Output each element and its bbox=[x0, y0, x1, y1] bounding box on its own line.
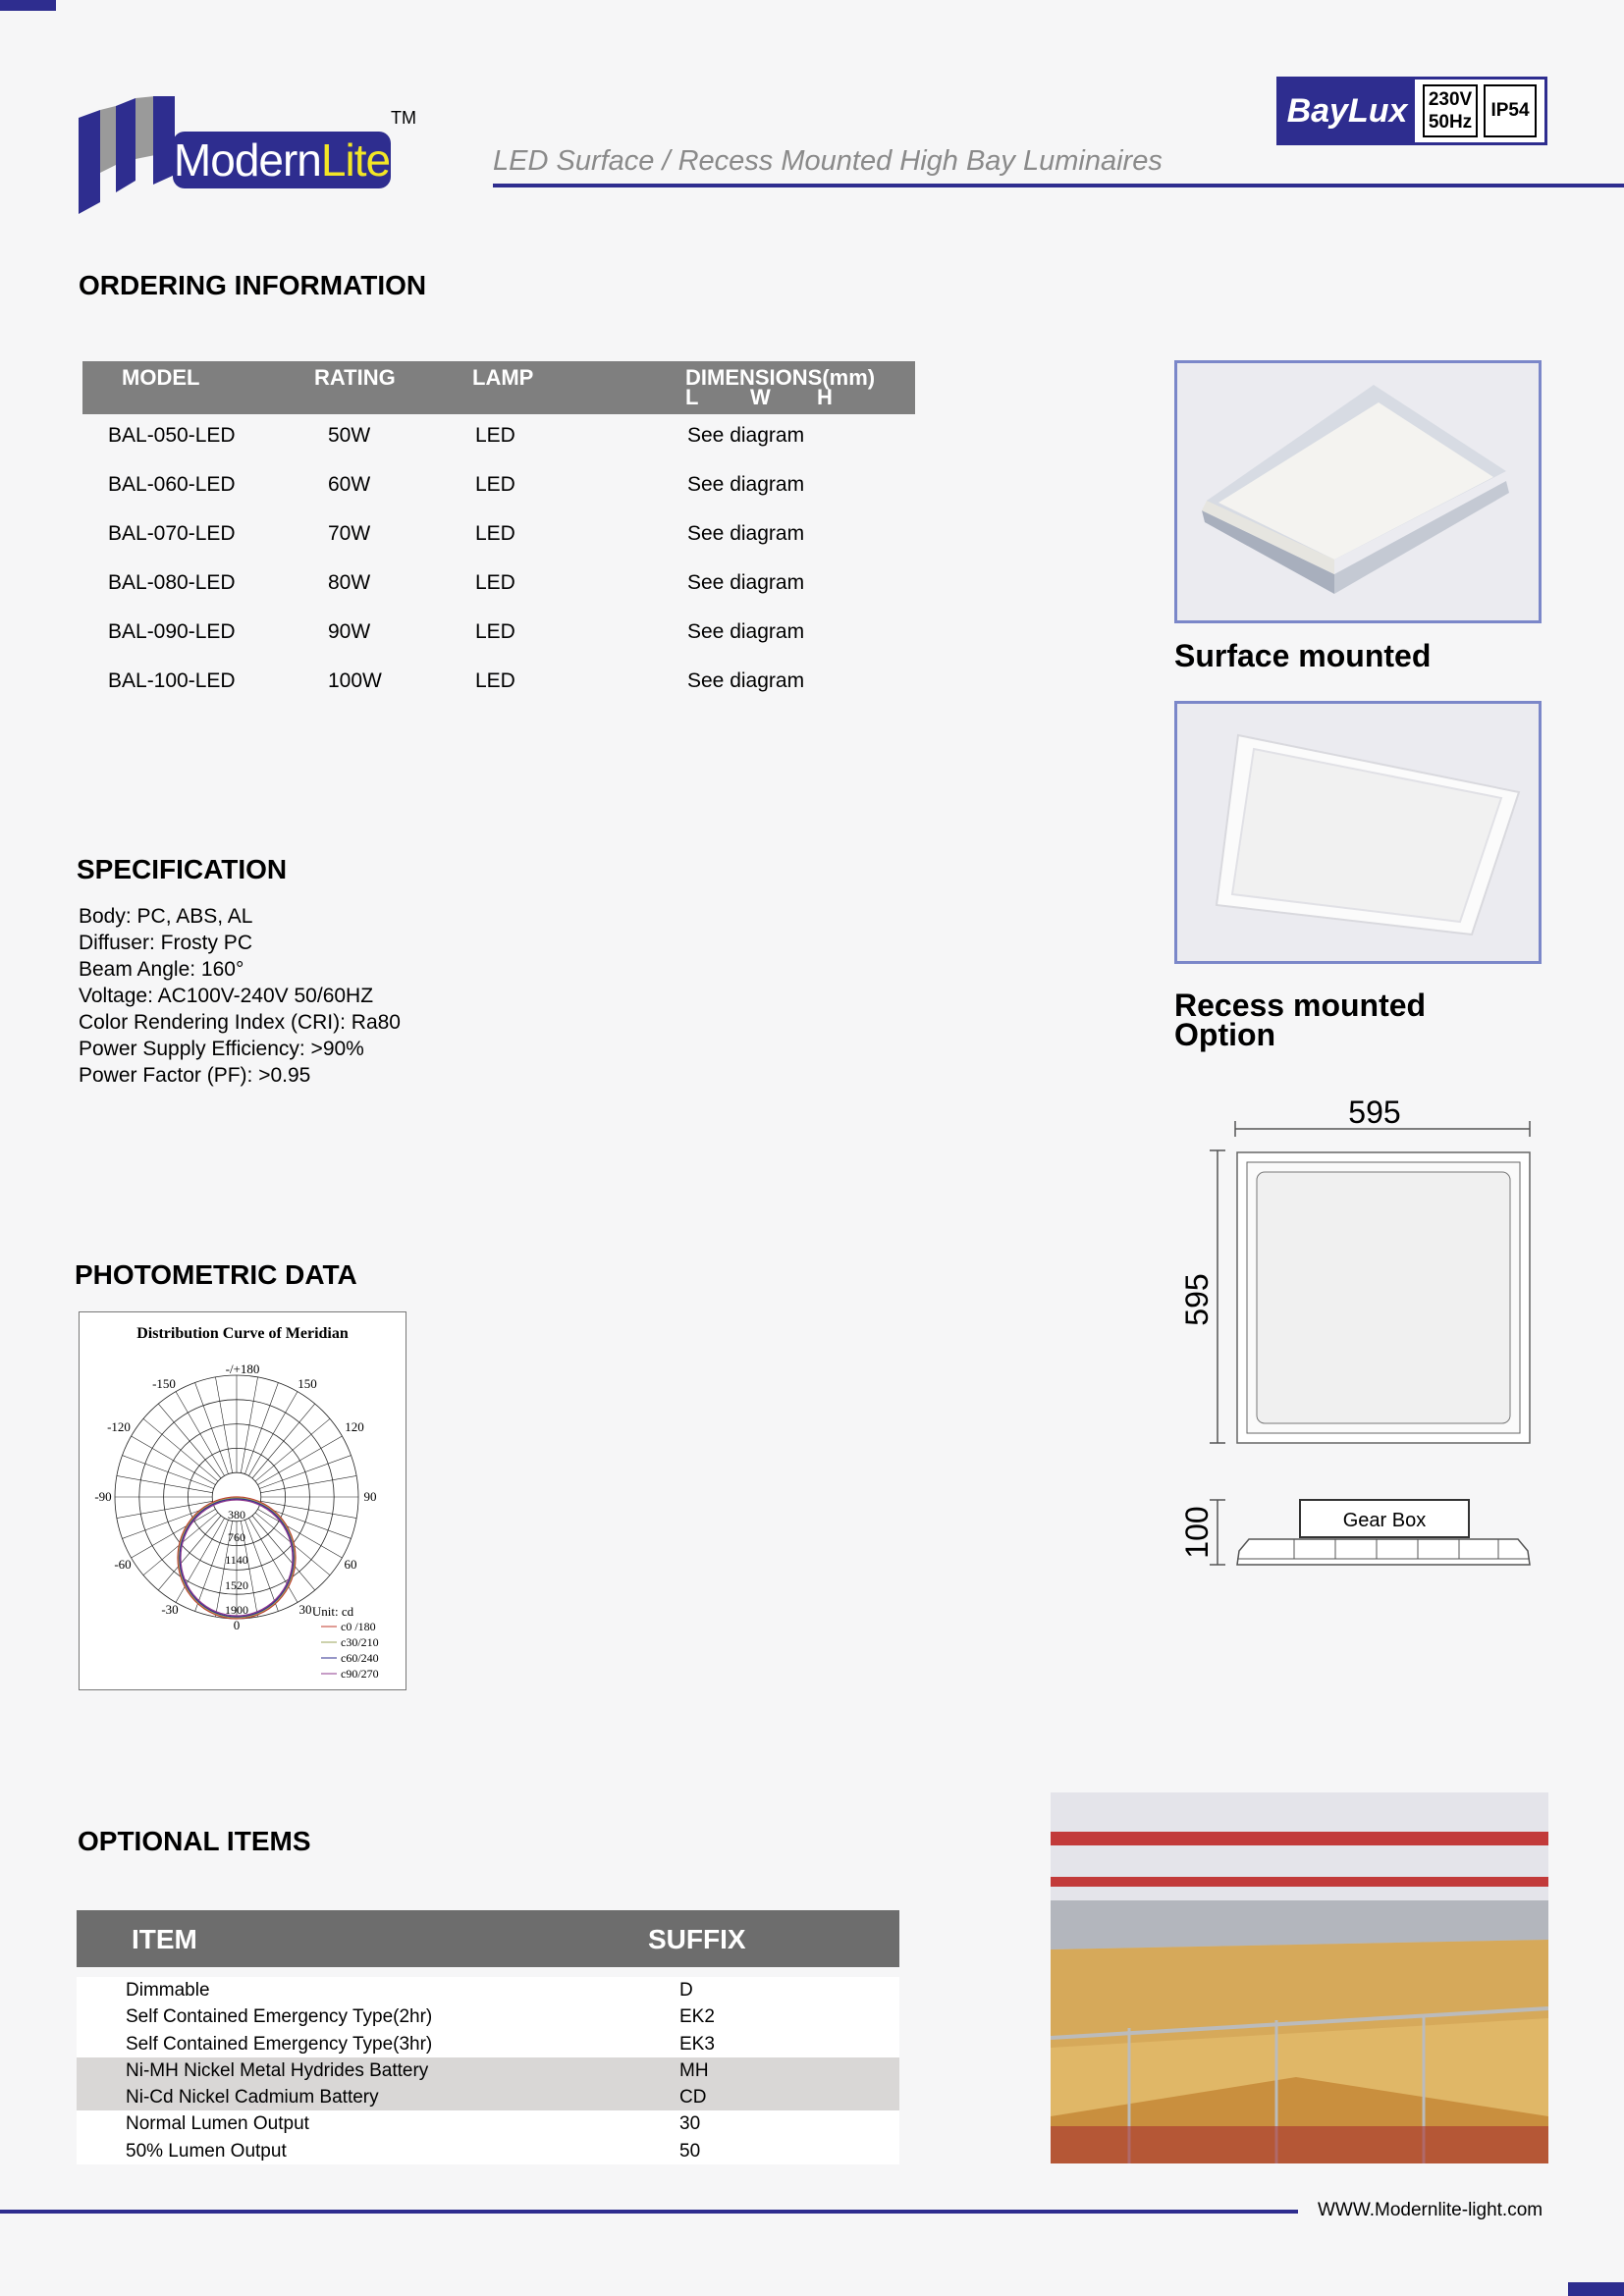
polar-spoke bbox=[195, 1382, 229, 1473]
dims-cell: See diagram bbox=[687, 473, 805, 496]
spec-body: Body: PC, ABS, AL bbox=[79, 905, 253, 928]
lamp-cell: LED bbox=[475, 669, 515, 692]
surface-panel-icon bbox=[1177, 363, 1542, 623]
spec-beam-angle: Beam Angle: 160° bbox=[79, 958, 244, 981]
angle-label-bottom: 0 bbox=[233, 1618, 241, 1632]
corner-accent-top bbox=[0, 0, 56, 11]
col-lamp: LAMP bbox=[472, 365, 534, 390]
polar-spoke bbox=[241, 1377, 257, 1473]
dims-cell: See diagram bbox=[687, 669, 805, 692]
legend-c30: c30/210 bbox=[341, 1635, 379, 1649]
model-cell: BAL-080-LED bbox=[108, 571, 236, 594]
lamp-cell: LED bbox=[475, 522, 515, 545]
angle-label-top: -/+180 bbox=[225, 1362, 260, 1376]
polar-chart bbox=[79, 1311, 406, 1690]
specification-title: SPECIFICATION bbox=[77, 854, 288, 884]
recess-mounted-photo bbox=[1174, 701, 1542, 964]
polar-spoke bbox=[117, 1475, 213, 1492]
angle-label-ll: -60 bbox=[114, 1557, 132, 1572]
angle-label-r: 90 bbox=[363, 1489, 377, 1504]
col-dim-w: W bbox=[750, 385, 771, 409]
angle-label-lr: 60 bbox=[344, 1557, 357, 1572]
polar-spoke bbox=[259, 1456, 351, 1489]
page-subtitle: LED Surface / Recess Mounted High Bay Luminaires bbox=[493, 145, 1163, 177]
col-dimensions: DIMENSIONS(mm) bbox=[685, 365, 876, 390]
angle-label-br: 30 bbox=[298, 1602, 312, 1617]
header-rule bbox=[493, 184, 1624, 187]
radial-label-1520: 1520 bbox=[225, 1578, 248, 1592]
lamp-cell: LED bbox=[475, 424, 515, 447]
specification-list bbox=[79, 903, 401, 1089]
item-cell: Self Contained Emergency Type(3hr) bbox=[126, 2033, 433, 2055]
dimension-diagram bbox=[1178, 1090, 1551, 1580]
table-row bbox=[82, 508, 915, 558]
radial-label-760: 760 bbox=[228, 1530, 245, 1544]
brand-badge bbox=[1276, 77, 1547, 145]
rating-cell: 70W bbox=[328, 522, 371, 545]
angle-label-ul: -120 bbox=[107, 1419, 131, 1434]
rating-cell: 80W bbox=[328, 571, 371, 594]
table-row bbox=[77, 1977, 899, 2003]
ordering-table-header bbox=[82, 361, 915, 414]
panel-side-view bbox=[1237, 1539, 1530, 1565]
logo-text-modern: Modern bbox=[173, 134, 321, 186]
spec-diffuser: Diffuser: Frosty PC bbox=[79, 932, 252, 954]
polar-spoke bbox=[122, 1456, 213, 1489]
table-row bbox=[82, 656, 915, 705]
dims-cell: See diagram bbox=[687, 571, 805, 594]
dims-cell: See diagram bbox=[687, 522, 805, 545]
unit-label: Unit: cd bbox=[311, 1604, 354, 1619]
polar-spoke bbox=[195, 1520, 229, 1611]
table-row bbox=[77, 2110, 899, 2137]
radial-label-1900: 1900 bbox=[225, 1603, 248, 1617]
angle-label-ur: 120 bbox=[345, 1419, 364, 1434]
recess-mounted-caption: Recess mounted bbox=[1174, 988, 1427, 1023]
spec-power-factor: Power Factor (PF): >0.95 bbox=[79, 1064, 311, 1087]
col-dim-h: H bbox=[817, 385, 833, 409]
polar-spoke bbox=[248, 1392, 298, 1476]
voltage-badge bbox=[1423, 84, 1478, 137]
polar-spoke bbox=[244, 1382, 278, 1473]
polar-spoke bbox=[255, 1418, 330, 1481]
trademark-symbol: TM bbox=[391, 108, 416, 128]
gear-box-label: Gear Box bbox=[1342, 1510, 1427, 1531]
spec-efficiency: Power Supply Efficiency: >90% bbox=[79, 1038, 364, 1060]
polar-spoke bbox=[252, 1404, 315, 1478]
radial-label-380: 380 bbox=[228, 1508, 245, 1522]
polar-spoke bbox=[176, 1392, 225, 1476]
width-dimension-label: 595 bbox=[1348, 1095, 1401, 1130]
rating-cell: 100W bbox=[328, 669, 382, 692]
item-cell: Self Contained Emergency Type(2hr) bbox=[126, 2006, 433, 2028]
angle-label-tl: -150 bbox=[152, 1376, 176, 1391]
model-cell: BAL-070-LED bbox=[108, 522, 236, 545]
polar-spoke bbox=[158, 1404, 221, 1478]
suffix-cell: 30 bbox=[679, 2113, 701, 2135]
polar-spoke bbox=[132, 1436, 216, 1485]
item-cell: 50% Lumen Output bbox=[126, 2140, 287, 2162]
table-row bbox=[77, 2003, 899, 2030]
model-cell: BAL-100-LED bbox=[108, 669, 236, 692]
height-dimension-label: 595 bbox=[1179, 1273, 1215, 1326]
dims-cell: See diagram bbox=[687, 424, 805, 447]
table-row bbox=[77, 2084, 899, 2110]
gymnasium-photo bbox=[1051, 1792, 1548, 2163]
angle-label-bl: -30 bbox=[161, 1602, 179, 1617]
suffix-cell: EK3 bbox=[679, 2033, 715, 2055]
table-row bbox=[77, 2138, 899, 2164]
voltage-line-2: 50Hz bbox=[1428, 112, 1473, 133]
corner-accent-bottom bbox=[1568, 2282, 1624, 2296]
polar-chart-title: Distribution Curve of Meridian bbox=[136, 1325, 349, 1342]
spec-cri: Color Rendering Index (CRI): Ra80 bbox=[79, 1011, 401, 1034]
spec-voltage: Voltage: AC100V-240V 50/60HZ bbox=[79, 985, 374, 1007]
lamp-cell: LED bbox=[475, 473, 515, 496]
photometric-title: PHOTOMETRIC DATA bbox=[75, 1259, 357, 1290]
table-row bbox=[77, 2057, 899, 2084]
ip-rating-badge: IP54 bbox=[1484, 84, 1537, 137]
col-model: MODEL bbox=[122, 365, 200, 390]
table-row bbox=[82, 607, 915, 656]
legend-c60: c60/240 bbox=[341, 1651, 379, 1665]
polar-spoke bbox=[260, 1475, 356, 1492]
polar-spoke bbox=[215, 1377, 232, 1473]
panel-diffuser bbox=[1257, 1172, 1510, 1423]
legend-c90: c90/270 bbox=[341, 1667, 379, 1681]
item-cell: Dimmable bbox=[126, 1980, 210, 2001]
suffix-cell: D bbox=[679, 1980, 693, 2001]
optional-table-header bbox=[77, 1910, 899, 1967]
lamp-cell: LED bbox=[475, 620, 515, 643]
suffix-cell: CD bbox=[679, 2087, 707, 2109]
table-row bbox=[77, 2031, 899, 2057]
suffix-cell: MH bbox=[679, 2059, 709, 2081]
footer-rule bbox=[0, 2210, 1298, 2214]
col-item: ITEM bbox=[132, 1924, 197, 1954]
item-cell: Ni-Cd Nickel Cadmium Battery bbox=[126, 2087, 379, 2109]
optional-items-title: OPTIONAL ITEMS bbox=[78, 1826, 311, 1856]
polar-spoke bbox=[143, 1418, 218, 1481]
radial-label-1140: 1140 bbox=[225, 1553, 248, 1567]
angle-label-l: -90 bbox=[94, 1489, 112, 1504]
brand-name: BayLux bbox=[1279, 80, 1415, 142]
voltage-line-1: 230V bbox=[1428, 89, 1473, 110]
col-dim-l: L bbox=[685, 385, 699, 409]
rating-cell: 90W bbox=[328, 620, 371, 643]
table-row bbox=[82, 558, 915, 607]
optional-table bbox=[77, 1977, 899, 2164]
polar-chart-svg bbox=[80, 1312, 406, 1689]
suffix-cell: 50 bbox=[679, 2140, 701, 2162]
model-cell: BAL-060-LED bbox=[108, 473, 236, 496]
recess-option-caption: Option bbox=[1174, 1017, 1276, 1052]
suffix-cell: EK2 bbox=[679, 2006, 715, 2028]
logo-text-lite: Lite bbox=[320, 134, 391, 186]
recess-panel-icon bbox=[1177, 704, 1542, 964]
legend-c0: c0 /180 bbox=[341, 1620, 376, 1633]
item-cell: Ni-MH Nickel Metal Hydrides Battery bbox=[126, 2059, 429, 2081]
ordering-title: ORDERING INFORMATION bbox=[79, 270, 427, 300]
polar-spoke bbox=[132, 1509, 216, 1558]
polar-spoke bbox=[257, 1436, 342, 1485]
website-link[interactable]: WWW.Modernlite-light.com bbox=[1318, 2200, 1543, 2220]
polar-spoke bbox=[257, 1509, 342, 1558]
model-cell: BAL-050-LED bbox=[108, 424, 236, 447]
table-row bbox=[82, 459, 915, 508]
dims-cell: See diagram bbox=[687, 620, 805, 643]
surface-mounted-photo bbox=[1174, 360, 1542, 623]
logo-wordmark bbox=[173, 132, 391, 188]
lamp-cell: LED bbox=[475, 571, 515, 594]
angle-label-tr: 150 bbox=[298, 1376, 317, 1391]
col-rating: RATING bbox=[314, 365, 396, 390]
table-row bbox=[82, 410, 915, 459]
surface-mounted-caption: Surface mounted bbox=[1174, 638, 1432, 673]
polar-spoke bbox=[244, 1520, 278, 1611]
depth-dimension-label: 100 bbox=[1179, 1506, 1215, 1559]
rating-cell: 50W bbox=[328, 424, 371, 447]
rating-cell: 60W bbox=[328, 473, 371, 496]
col-suffix: SUFFIX bbox=[648, 1924, 746, 1954]
item-cell: Normal Lumen Output bbox=[126, 2113, 309, 2135]
model-cell: BAL-090-LED bbox=[108, 620, 236, 643]
